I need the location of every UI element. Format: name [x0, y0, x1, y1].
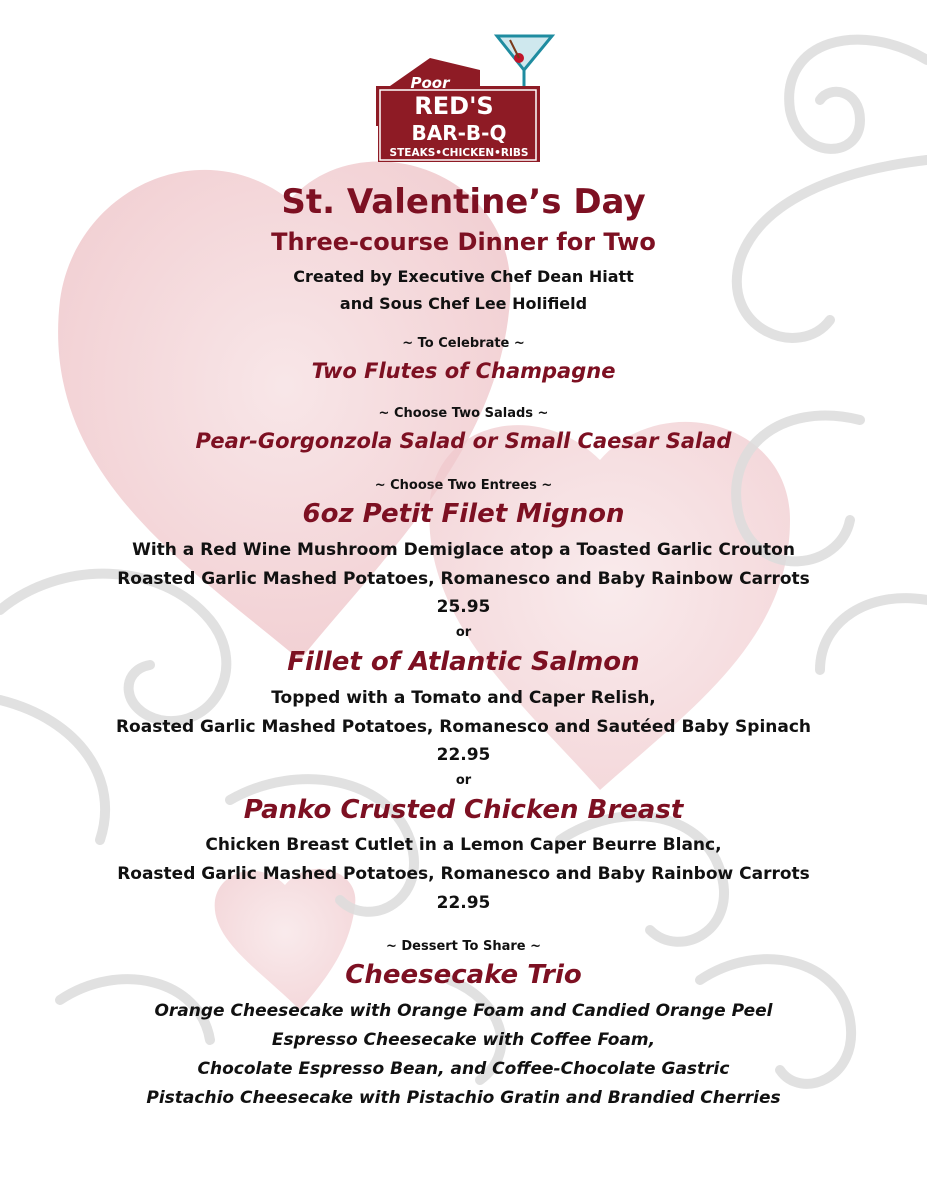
salad-item: Pear-Gorgonzola Salad or Small Caesar Salad — [195, 429, 732, 453]
entree-description: Topped with a Tomato and Caper Relish, — [271, 688, 656, 708]
svg-text:RED'S: RED'S — [414, 92, 494, 120]
restaurant-logo — [372, 30, 557, 165]
entree-price: 25.95 — [436, 597, 491, 617]
entree-name: Fillet of Atlantic Salmon — [287, 647, 640, 677]
svg-text:BAR-B-Q: BAR-B-Q — [411, 121, 507, 145]
entree-name: 6oz Petit Filet Mignon — [302, 499, 625, 529]
dessert-description: Espresso Cheesecake with Coffee Foam, — [271, 1030, 656, 1050]
dessert-description: Pistachio Cheesecake with Pistachio Gratin and Brandied Cherries — [146, 1088, 781, 1108]
entree-description: Chicken Breast Cutlet in a Lemon Caper Beurre Blanc, — [205, 835, 722, 855]
martini-glass-icon — [497, 36, 552, 94]
entree-description: Roasted Garlic Mashed Potatoes, Romanesco and Sautéed Baby Spinach — [115, 717, 812, 737]
celebrate-item: Two Flutes of Champagne — [311, 359, 616, 383]
or-separator: or — [455, 625, 472, 640]
entree-description: With a Red Wine Mushroom Demiglace atop a Toasted Garlic Crouton — [132, 540, 795, 560]
svg-text:Poor: Poor — [410, 74, 450, 92]
page-title: St. Valentine’s Day — [281, 182, 646, 222]
section-heading-entrees: ~ Choose Two Entrees ~ — [374, 478, 553, 493]
dessert-description: Orange Cheesecake with Orange Foam and Candied Orange Peel — [154, 1001, 773, 1021]
chef-credit-line-2: and Sous Chef Lee Holifield — [339, 294, 588, 313]
section-heading-dessert: ~ Dessert To Share ~ — [385, 939, 542, 954]
section-heading-celebrate: ~ To Celebrate ~ — [402, 336, 525, 351]
or-separator: or — [455, 773, 472, 788]
entree-price: 22.95 — [436, 745, 491, 765]
entree-description: Roasted Garlic Mashed Potatoes, Romanesco and Baby Rainbow Carrots — [117, 864, 810, 884]
chef-credit-line-1: Created by Executive Chef Dean Hiatt — [293, 267, 634, 286]
entree-description: Roasted Garlic Mashed Potatoes, Romanesco and Baby Rainbow Carrots — [117, 569, 810, 589]
dessert-description: Chocolate Espresso Bean, and Coffee-Chocolate Gastric — [197, 1059, 730, 1079]
entree-price: 22.95 — [436, 893, 491, 913]
entree-name: Panko Crusted Chicken Breast — [243, 795, 684, 825]
svg-text:STEAKS•CHICKEN•RIBS: STEAKS•CHICKEN•RIBS — [389, 147, 529, 159]
page-subtitle: Three-course Dinner for Two — [271, 228, 656, 256]
dessert-name: Cheesecake Trio — [345, 960, 582, 990]
section-heading-salads: ~ Choose Two Salads ~ — [378, 406, 549, 421]
